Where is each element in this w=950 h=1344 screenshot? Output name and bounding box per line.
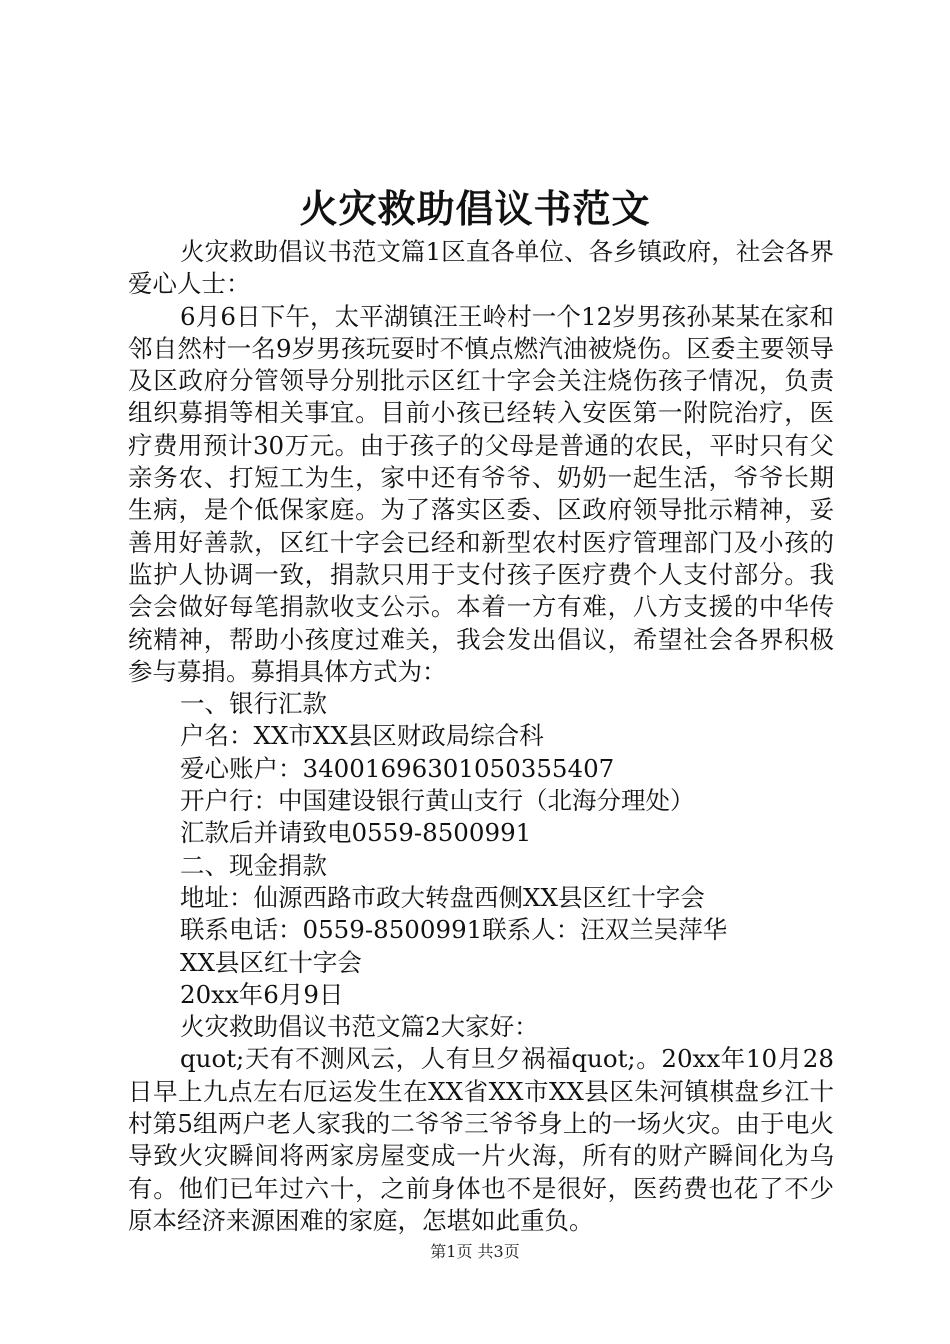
paragraph-intro: 火灾救助倡议书范文篇1区直各单位、各乡镇政府，社会各界爱心人士：: [128, 237, 834, 299]
signature-organization: XX县区红十字会: [180, 947, 362, 977]
section-heading-cash-donation: 二、现金捐款: [180, 850, 327, 880]
section-heading-bank-transfer: 一、银行汇款: [180, 689, 327, 719]
bank-branch: 开户行：中国建设银行黄山支行（北海分理处）: [180, 786, 695, 816]
transfer-contact-note: 汇款后并请致电0559-8500991: [180, 818, 532, 848]
paragraph-sample-2-intro: 火灾救助倡议书范文篇2大家好：: [180, 1012, 539, 1042]
account-name: 户名：XX市XX县区财政局综合科: [180, 721, 544, 751]
document-title: 火灾救助倡议书范文: [299, 186, 651, 231]
paragraph-sample-2-body: quot;天有不测风云，人有旦夕祸福quot;。20xx年10月28日早上九点左右厄运发生在XX省XX市XX县区朱河镇棋盘乡江十村第5组两户老人家我的二爷爷三爷爷身上的一场火灾。由于电火导致火灾瞬间将两家房屋变成一片火海，所有的财产瞬间化为乌有。他们已年过六十，之前身体也不是很好，医药费也花了不少原本经济来源困难的家庭，怎堪如此重负。: [128, 1044, 834, 1235]
page-number-footer: 第1页 共3页: [430, 1242, 520, 1261]
document-body: [128, 236, 834, 1237]
contact-phone: 联系电话：0559-8500991联系人：汪双兰吴萍华: [180, 915, 728, 945]
signature-date: 20xx年6月9日: [180, 979, 344, 1009]
account-number: 爱心账户：34001696301050355407: [180, 753, 615, 783]
paragraph-incident: 6月6日下午，太平湖镇汪王岭村一个12岁男孩孙某某在家和邻自然村一名9岁男孩玩耍时不慎点燃汽油被烧伤。区委主要领导及区政府分管领导分别批示区红十字会关注烧伤孩子情况，负责组织募捐等相关事宜。目前小孩已经转入安医第一附院治疗，医疗费用预计30万元。由于孩子的父母是普通的农民，平时只有父亲务农、打短工为生，家中还有爷爷、奶奶一起生活，爷爷长期生病，是个低保家庭。为了落实区委、区政府领导批示精神，妥善用好善款，区红十字会已经和新型农村医疗管理部门及小孩的监护人协调一致，捐款只用于支付孩子医疗费个人支付部分。我会会做好每笔捐款收支公示。本着一方有难，八方支援的中华传统精神，帮助小孩度过难关，我会发出倡议，希望社会各界积极参与募捐。募捐具体方式为：: [128, 301, 834, 686]
donation-address: 地址：仙源西路市政大转盘西侧XX县区红十字会: [180, 882, 705, 912]
